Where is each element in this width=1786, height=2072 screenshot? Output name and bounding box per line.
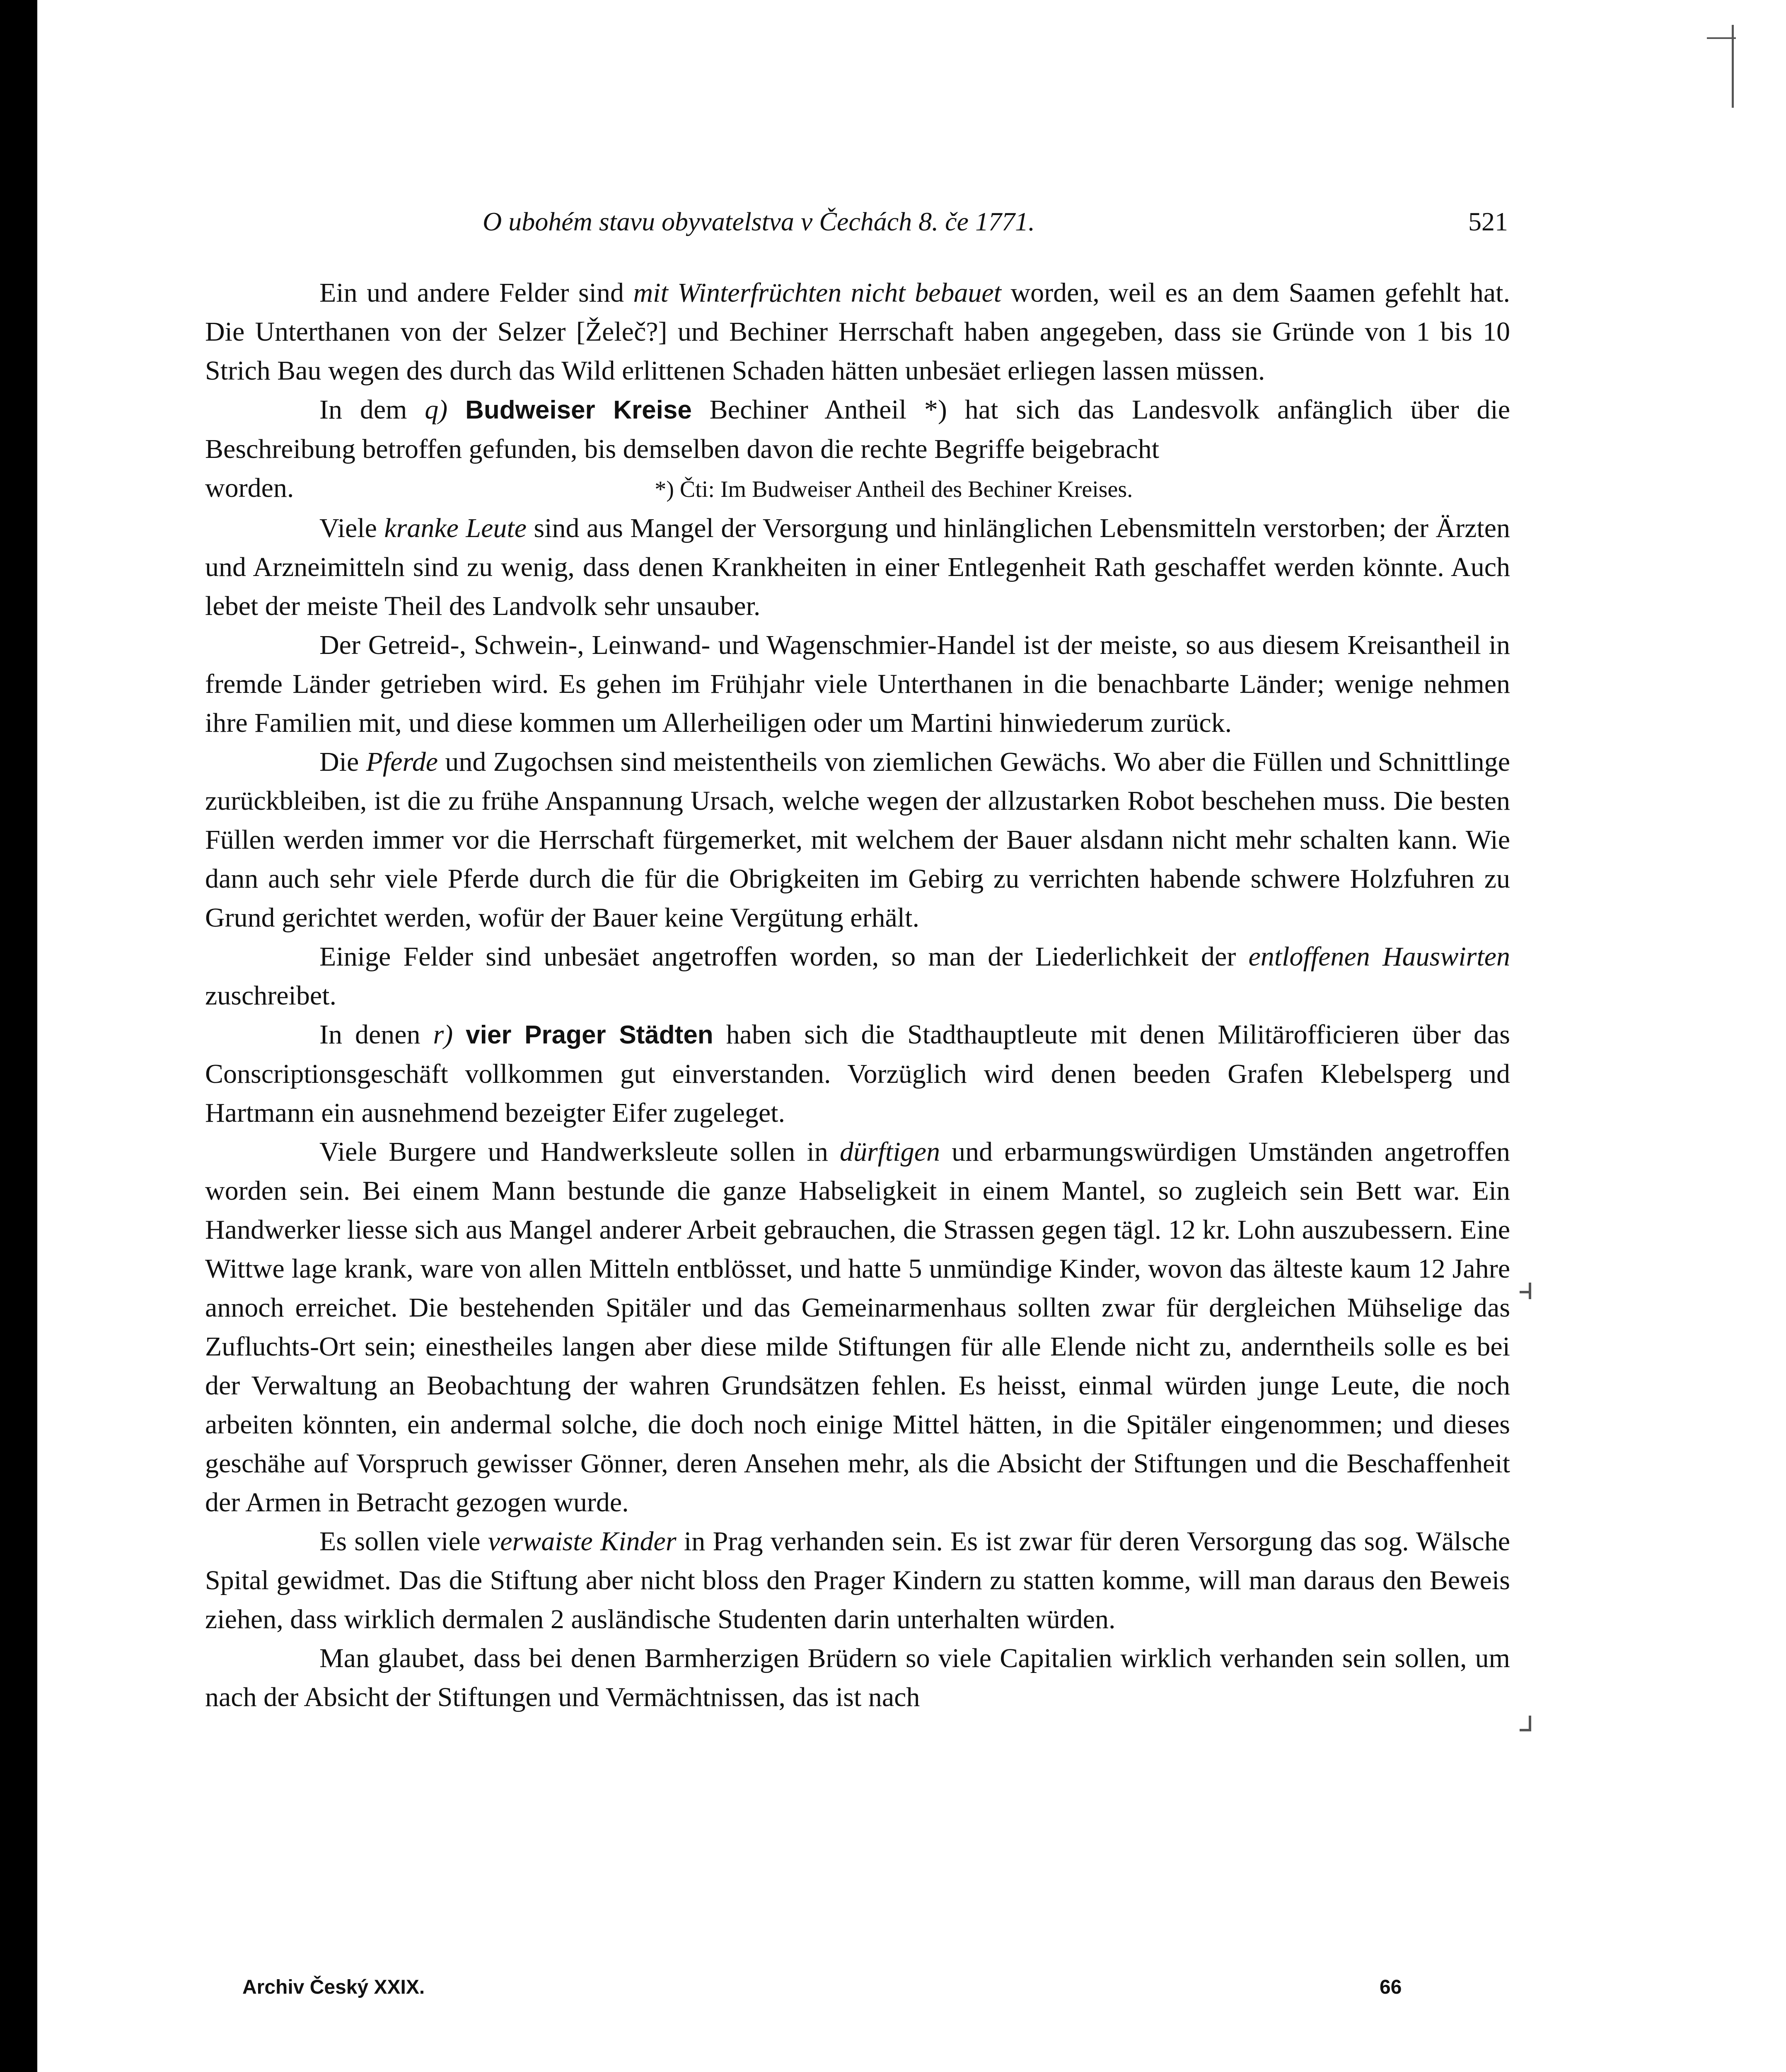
paragraph: Die Pferde und Zugochsen sind meistentheils von ziemlichen Gewächs. Wo aber die Füllen und Schnittlinge zurückbleiben, ist die zu frühe Anspannung Ursach, welche wegen der allzustarken Robot beschehen muss. Die besten Füllen werden immer vor die Herrschaft fürgemerket, mit welchem der Bauer alsdann nicht mehr schalten kann. Wie dann auch sehr viele Pferde durch die für die Obrigkeiten im Gebirg zu verrichten habende schwere Holzfuhren zu Grund gerichtet werden, wofür der Bauer keine Vergütung erhält.	[205, 747, 1510, 933]
emphasis: r)	[433, 1019, 453, 1050]
bold-heading: vier Prager Städten	[466, 1021, 713, 1049]
paragraph: Viele kranke Leute sind aus Mangel der Versorgung und hinlänglichen Lebensmitteln verstorben; der Ärzten und Arzneimitteln sind zu wenig, dass denen Krankheiten in einer Entlegenheit Rath geschaffet werden könnte. Auch lebet der meiste Theil des Landvolk sehr unsauber.	[205, 513, 1510, 621]
paragraph: Der Getreid-, Schwein-, Leinwand- und Wagenschmier-Handel ist der meiste, so aus diesem Kreisantheil in fremde Länder getrieben wird. Es gehen im Frühjahr viele Unterthanen in die benachbarte Länder; wenige nehmen ihre Familien mit, und diese kommen um Allerheiligen oder um Martini hinwiederum zurück.	[205, 630, 1510, 738]
paragraph: In dem q) Budweiser Kreise Bechiner Antheil *) hat sich das Landesvolk anfänglich über die Beschreibung betroffen gefunden, bis demselben davon die rechte Begriffe beigebracht	[205, 395, 1510, 464]
footer-sheet-number: 66	[1380, 1976, 1402, 1998]
emphasis: kranke Leute	[384, 513, 527, 543]
scan-mark	[1520, 1291, 1530, 1293]
emphasis: Pferde	[366, 747, 438, 777]
running-title: O ubohém stavu obyvatelstva v Čechách 8. če 1771.	[483, 207, 1035, 236]
footer-signature: Archiv Český XXIX.	[242, 1976, 425, 1998]
footnote: *) Čti: Im Budweiser Antheil des Bechiner Kreises.	[655, 477, 1133, 502]
emphasis: verwaiste Kinder	[488, 1526, 677, 1556]
emphasis: q)	[425, 395, 448, 425]
emphasis: entloffenen Hauswirten	[1248, 942, 1510, 972]
scan-mark	[1520, 1729, 1531, 1731]
paragraph: Ein und andere Felder sind mit Winterfrüchten nicht bebauet worden, weil es an dem Saamen gefehlt hat. Die Unterthanen von der Selzer [Želeč?] und Bechiner Herrschaft haben angegeben, dass sie Gründe von 1 bis 10 Strich Bau wegen des durch das Wild erlittenen Schaden hätten unbesäet erliegen lassen müssen.	[205, 278, 1510, 386]
paragraph: Es sollen viele verwaiste Kinder in Prag verhanden sein. Es ist zwar für deren Versorgung das sog. Wälsche Spital gewidmet. Das die Stiftung aber nicht bloss den Prager Kindern zu statten komme, will man daraus den Beweis ziehen, dass wirklich dermalen 2 ausländische Studenten darin unterhalten würden.	[205, 1526, 1510, 1634]
paragraph: Einige Felder sind unbesäet angetroffen worden, so man der Liederlichkeit der entloffenen Hauswirten zuschreibet.	[205, 942, 1510, 1011]
text-body	[205, 274, 1510, 1717]
paragraph: Viele Burgere und Handwerksleute sollen in dürftigen und erbarmungswürdigen Umständen angetroffen worden sein. Bei einem Mann bestunde die ganze Habseligkeit in einem Mantel, so zugleich sein Bett war. Ein Handwerker liesse sich aus Mangel anderer Arbeit gebrauchen, die Strassen gegen tägl. 12 kr. Lohn auszubessern. Eine Wittwe lage krank, ware von allen Mitteln entblösset, und hatte 5 unmündige Kinder, wovon das älteste kaum 12 Jahre annoch erreichet. Die bestehenden Spitäler und das Gemeinarmenhaus sollten zwar für dergleichen Mühselige das Zufluchts-Ort sein; einestheiles langen aber diese milde Stiftungen für alle Elende nicht zu, anderntheils solle es bei der Verwaltung an Beobachtung der wahren Grundsätzen fehlen. Es heisst, einmal würden junge Leute, die noch arbeiten könnten, ein andermal solche, die doch noch einige Mittel hätten, in die Spitäler eingenommen; und dieses geschähe auf Vorspruch gewisser Gönner, deren Ansehen mehr, als die Absicht der Stiftungen und die Beschaffenheit der Armen in Betracht gezogen wurde.	[205, 1137, 1510, 1518]
page-number: 521	[1468, 207, 1508, 236]
bold-heading: Budweiser Kreise	[465, 396, 692, 424]
emphasis: mit Winterfrüchten nicht bebauet	[633, 278, 1002, 308]
emphasis: dürftigen	[840, 1137, 940, 1167]
paragraph: Man glaubet, dass bei denen Barmherzigen Brüdern so viele Capitalien wirklich verhanden sein sollen, um nach der Absicht der Stiftungen und Vermächtnissen, das ist nach	[205, 1643, 1510, 1712]
footnote-row: worden. *) Čti: Im Budweiser Antheil des Bechiner Kreises.	[205, 469, 1510, 509]
page-header	[483, 199, 1508, 244]
scan-mark	[1707, 37, 1736, 39]
paragraph: In denen r) vier Prager Städten haben sich die Stadthauptleute mit denen Militärofficieren über das Conscriptionsgeschäft vollkommen gut einverstanden. Vorzüglich wird denen beeden Grafen Klebelsperg und Hartmann ein ausnehmend bezeigter Eifer zugeleget.	[205, 1019, 1510, 1128]
